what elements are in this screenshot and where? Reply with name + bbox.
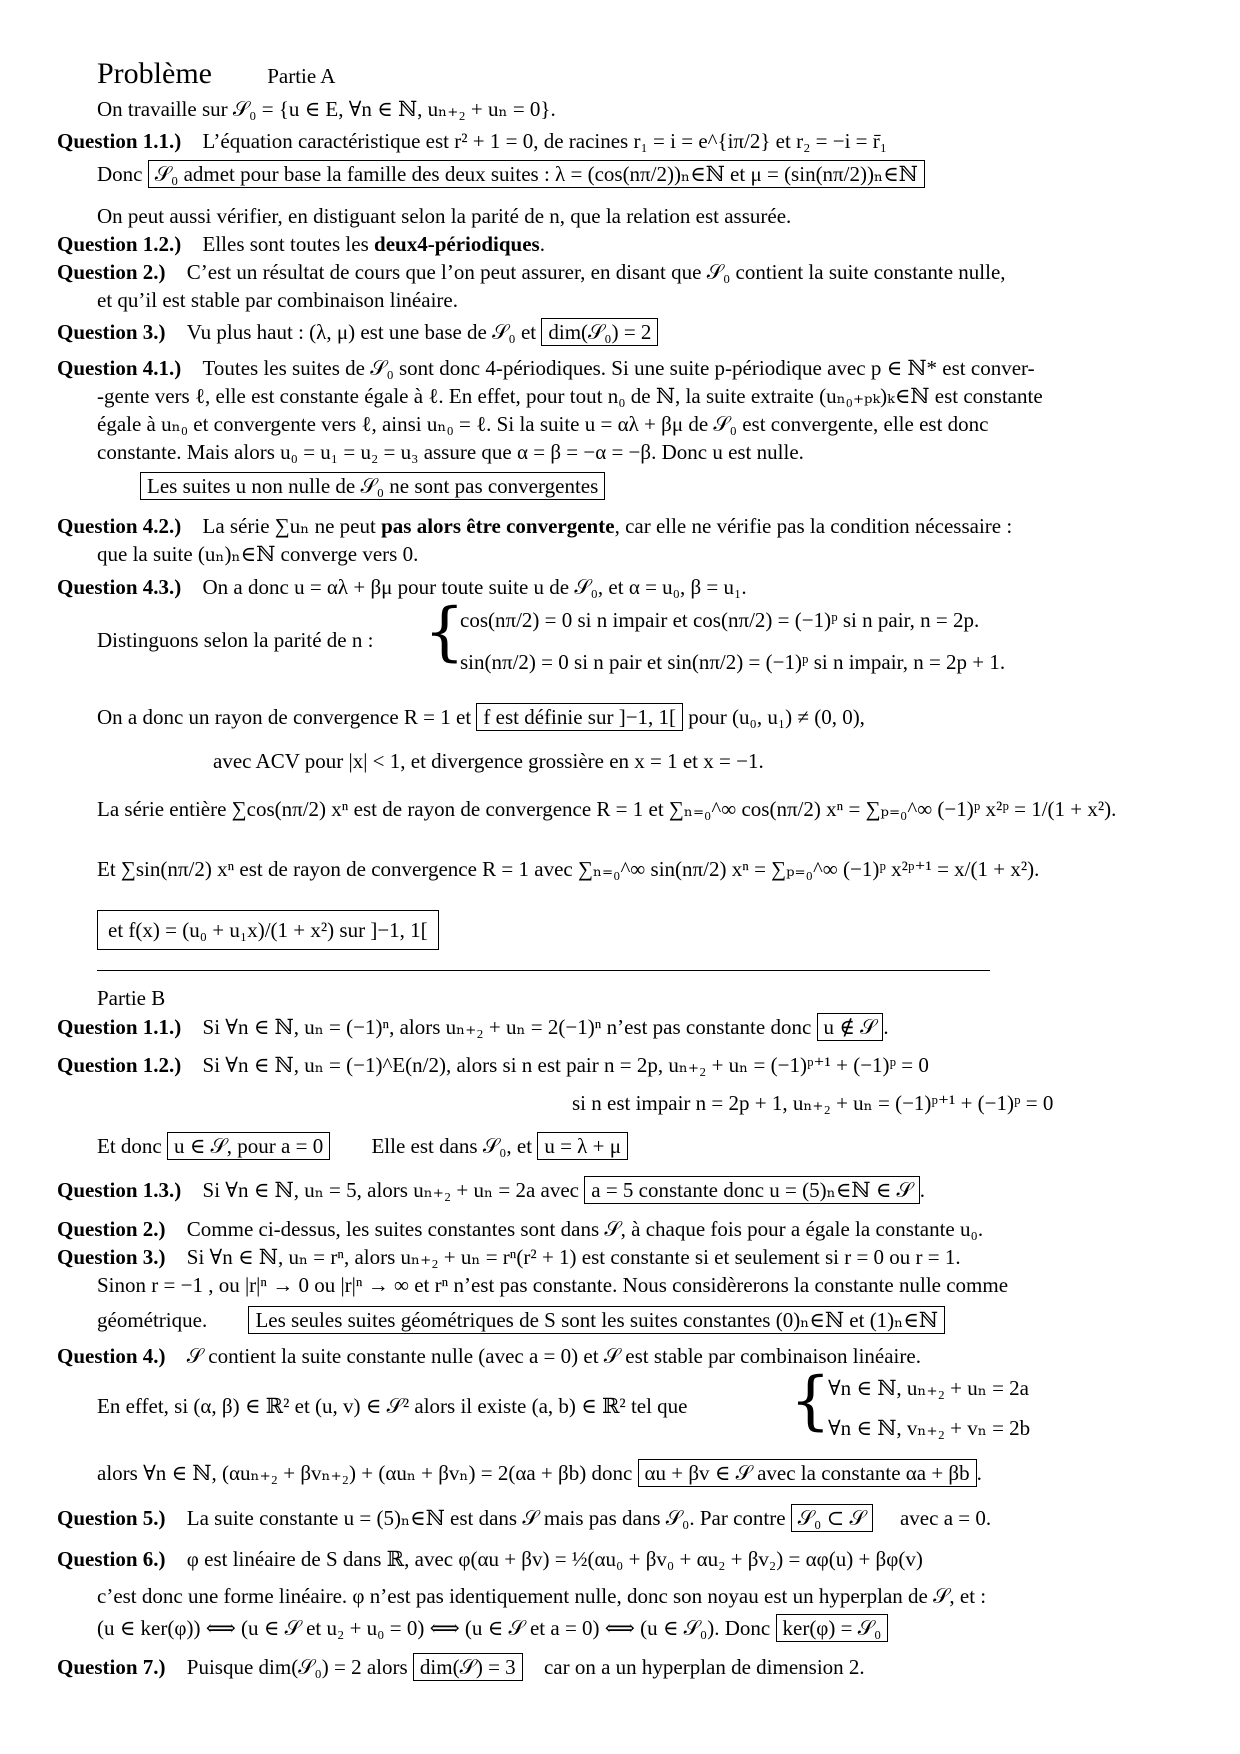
a-question-2 [57,258,1006,286]
question-label: Question 6.) [57,1547,166,1571]
alors-text: alors ∀n ∈ ℕ, (αuₙ₊₂ + βvₙ₊₂) + (αuₙ + βvₙ) = 2(αa + βb) donc [97,1461,633,1485]
a-question-1-1-conclusion [97,160,925,188]
question-text: Vu plus haut : (λ, μ) est une base de 𝒮₀ et [186,320,537,344]
a-question-4-3-acv: avec ACV pour |x| < 1, et divergence grossière en x = 1 et x = −1. [213,749,764,773]
donc-text: Et donc [97,1134,162,1158]
geometric-word: géométrique. [97,1308,208,1332]
left-brace: { [790,1364,831,1438]
question-text: Si ∀n ∈ ℕ, uₙ = rⁿ, alors uₙ₊₂ + uₙ = rⁿ(r² + 1) est constante si et seulement si r = 0 ou r = 1. [186,1245,961,1269]
b-question-7 [57,1653,865,1681]
b-question-3-line3 [97,1306,945,1334]
b-question-3 [57,1243,961,1271]
a-question-4-3 [57,573,747,601]
boxed-result: dim(𝒮) = 3 [413,1653,523,1681]
question-label: Question 1.2.) [57,232,182,256]
b-question-1-2 [57,1051,929,1079]
b-question-1-2-line2: si n est impair n = 2p + 1, uₙ₊₂ + uₙ = (−1)ᵖ⁺¹ + (−1)ᵖ = 0 [572,1091,1054,1115]
question-label: Question 7.) [57,1655,166,1679]
question-label: Question 3.) [57,1245,166,1269]
question-text: Elles sont toutes les [202,232,369,256]
b-question-3-line2: Sinon r = −1 , ou |r|ⁿ → 0 ou |r|ⁿ → ∞ et rⁿ n’est pas constante. Nous considèrerons la constante nulle comme [97,1273,1009,1297]
a-question-4-1-line3: égale à uₙ₀ et convergente vers ℓ, ainsi uₙ₀ = ℓ. Si la suite u = αλ + βμ de 𝒮₀ est convergente, elle est donc [97,412,989,436]
question-text: , car elle ne vérifie pas la condition nécessaire : [614,514,1013,538]
question-label: Question 4.) [57,1344,166,1368]
b-question-6 [57,1545,923,1573]
radius-text-end: pour (u₀, u₁) ≠ (0, 0), [688,705,865,729]
b-question-4-effet: En effet, si (α, β) ∈ ℝ² et (u, v) ∈ 𝒮² alors il existe (a, b) ∈ ℝ² tel que [97,1394,688,1418]
boxed-result: dim(𝒮₀) = 2 [541,318,658,346]
boxed-result: ker(φ) = 𝒮₀ [776,1614,889,1642]
boxed-result: 𝒮₀ admet pour base la famille des deux suites : λ = (cos(nπ/2))ₙ∈ℕ et μ = (sin(nπ/2))ₙ∈ℕ [148,160,925,188]
question-text: La série ∑uₙ ne peut [202,514,376,538]
donc-text: Donc [97,162,143,186]
question-label: Question 4.1.) [57,356,182,380]
b-question-6-line3 [97,1614,888,1642]
question-text-end: car on a un hyperplan de dimension 2. [543,1655,865,1679]
boxed-result: αu + βv ∈ 𝒮 avec la constante αa + βb [638,1459,977,1487]
question-text-end: avec a = 0. [899,1506,992,1530]
equivalence-chain: (u ∈ ker(φ)) ⟺ (u ∈ 𝒮 et u₂ + u₀ = 0) ⟺ (u ∈ 𝒮 et a = 0) ⟺ (u ∈ 𝒮₀). Donc [97,1616,771,1640]
bold-word: 4-périodiques [417,232,540,256]
boxed-result: 𝒮₀ ⊂ 𝒮 [791,1504,873,1532]
question-label: Question 2.) [57,1217,166,1241]
a-question-4-1-box [140,472,605,500]
radius-text: On a donc un rayon de convergence R = 1 et [97,705,472,729]
part-a-intro: On travaille sur 𝒮₀ = {u ∈ E, ∀n ∈ ℕ, uₙ₊₂ + uₙ = 0}. [97,97,556,121]
a-question-2-line2: et qu’il est stable par combinaison linéaire. [97,288,458,312]
system-line-2: ∀n ∈ ℕ, vₙ₊₂ + vₙ = 2b [828,1416,1031,1440]
problem-title: Problème [97,57,212,90]
question-text: L’équation caractéristique est r² + 1 = 0, de racines r₁ = i = e^{iπ/2} et r₂ = −i = r̄₁ [202,129,888,153]
cos-case: cos(nπ/2) = 0 si n impair et cos(nπ/2) = (−1)ᵖ si n pair, n = 2p. [460,608,980,632]
question-text: φ est linéaire de S dans ℝ, avec φ(αu + βv) = ½(αu₀ + βv₀ + αu₂ + βv₂) = αφ(u) + βφ(v) [186,1547,923,1571]
question-label: Question 4.3.) [57,575,182,599]
question-label: Question 1.1.) [57,1015,182,1039]
question-text: C’est un résultat de cours que l’on peut assurer, en disant que 𝒮₀ contient la suite constante nulle, [186,260,1006,284]
b-question-6-line2: c’est donc une forme linéaire. φ n’est pas identiquement nulle, donc son noyau est un hyperplan de 𝒮, et : [97,1584,987,1608]
a-question-1-1 [57,127,887,155]
question-label: Question 3.) [57,320,166,344]
a-question-4-2 [57,512,1012,540]
a-question-4-1 [57,354,1035,382]
a-question-4-3-cos-series: La série entière ∑cos(nπ/2) xⁿ est de rayon de convergence R = 1 et ∑ₙ₌₀^∞ cos(nπ/2) xⁿ = ∑ₚ₌₀^∞ (−1)ᵖ x²ᵖ = 1/(1 + x²). [97,797,1117,821]
bold-phrase: pas alors être convergente [381,514,615,538]
question-text: Comme ci-dessus, les suites constantes sont dans 𝒮, à chaque fois pour a égale la constante u₀. [186,1217,984,1241]
question-text: On a donc u = αλ + βμ pour toute suite u de 𝒮₀, et α = u₀, β = u₁. [202,575,747,599]
question-label: Question 2.) [57,260,166,284]
a-question-4-3-distinguish: Distinguons selon la parité de n : [97,628,374,652]
boxed-result: u ∉ 𝒮 [817,1013,884,1041]
b-question-1-2-conclusion [97,1132,628,1160]
a-question-3 [57,318,658,346]
system-line-1: ∀n ∈ ℕ, uₙ₊₂ + uₙ = 2a [828,1376,1029,1400]
b-question-1-1: Question 1.1.) Si ∀n ∈ ℕ, uₙ = (−1)ⁿ, alors uₙ₊₂ + uₙ = 2(−1)ⁿ n’est pas constante donc u ∉ 𝒮 . [57,1015,889,1039]
problem-heading [97,57,336,90]
question-text: Si ∀n ∈ ℕ, uₙ = (−1)ⁿ, alors uₙ₊₂ + uₙ = 2(−1)ⁿ n’est pas constante donc [202,1015,812,1039]
left-brace: { [424,595,465,669]
boxed-result: Les seules suites géométriques de S sont les suites constantes (0)ₙ∈ℕ et (1)ₙ∈ℕ [248,1306,945,1334]
question-label: Question 4.2.) [57,514,182,538]
boxed-result: Les suites u non nulle de 𝒮₀ ne sont pas convergentes [140,472,605,500]
a-question-4-3-box [97,910,439,950]
question-label: Question 1.1.) [57,129,182,153]
part-a-subtitle: Partie A [267,64,336,88]
question-text: Si ∀n ∈ ℕ, uₙ = (−1)^E(n/2), alors si n est pair n = 2p, uₙ₊₂ + uₙ = (−1)ᵖ⁺¹ + (−1)ᵖ = 0 [202,1053,929,1077]
question-text: 𝒮 contient la suite constante nulle (avec a = 0) et 𝒮 est stable par combinaison linéaire. [186,1344,921,1368]
a-question-4-3-radius [97,703,865,731]
a-question-1-2: Question 1.2.) Elles sont toutes les deux4-périodiques. [57,232,545,256]
boxed-result: u ∈ 𝒮, pour a = 0 [167,1132,330,1160]
b-question-4-conclusion: alors ∀n ∈ ℕ, (αuₙ₊₂ + βvₙ₊₂) + (αuₙ + βvₙ) = 2(αa + βb) donc αu + βv ∈ 𝒮 avec la constante αa + βb . [97,1461,982,1485]
b-question-2 [57,1215,983,1243]
sin-case: sin(nπ/2) = 0 si n pair et sin(nπ/2) = (−1)ᵖ si n impair, n = 2p + 1. [460,650,1006,674]
question-text: Toutes les suites de 𝒮₀ sont donc 4-périodiques. Si une suite p-périodique avec p ∈ ℕ* est conver- [202,356,1035,380]
middle-text: Elle est dans 𝒮₀, et [371,1134,533,1158]
section-divider [97,970,990,971]
question-label: Question 1.3.) [57,1178,182,1202]
boxed-result: f est définie sur ]−1, 1[ [476,703,683,731]
a-question-4-1-line2: -gente vers ℓ, elle est constante égale à ℓ. En effet, pour tout n₀ de ℕ, la suite extraite (uₙ₀₊ₚₖ)ₖ∈ℕ est constante [97,384,1043,408]
boxed-result: a = 5 constante donc u = (5)ₙ∈ℕ ∈ 𝒮 [584,1176,920,1204]
bold-word: deux [374,232,418,256]
question-label: Question 1.2.) [57,1053,182,1077]
question-text: Puisque dim(𝒮₀) = 2 alors [186,1655,408,1679]
boxed-result: et f(x) = (u₀ + u₁x)/(1 + x²) sur ]−1, 1[ [97,910,439,950]
question-text: Si ∀n ∈ ℕ, uₙ = 5, alors uₙ₊₂ + uₙ = 2a avec [202,1178,579,1202]
a-question-4-2-line2: que la suite (uₙ)ₙ∈ℕ converge vers 0. [97,542,419,566]
question-text: La suite constante u = (5)ₙ∈ℕ est dans 𝒮 mais pas dans 𝒮₀. Par contre [186,1506,786,1530]
b-question-1-3: Question 1.3.) Si ∀n ∈ ℕ, uₙ = 5, alors uₙ₊₂ + uₙ = 2a avec a = 5 constante donc u = (5)ₙ∈ℕ ∈ 𝒮 . [57,1178,925,1202]
part-b-subtitle: Partie B [97,986,166,1010]
question-label: Question 5.) [57,1506,166,1530]
b-question-5 [57,1504,991,1532]
boxed-result: u = λ + μ [537,1132,628,1160]
a-question-1-1-verification: On peut aussi vérifier, en distiguant selon la parité de n, que la relation est assurée. [97,204,792,228]
a-question-4-1-line4: constante. Mais alors u₀ = u₁ = u₂ = u₃ assure que α = β = −α = −β. Donc u est nulle. [97,440,804,464]
a-question-4-3-sin-series: Et ∑sin(nπ/2) xⁿ est de rayon de convergence R = 1 avec ∑ₙ₌₀^∞ sin(nπ/2) xⁿ = ∑ₚ₌₀^∞ (−1)ᵖ x²ᵖ⁺¹ = x/(1 + x²). [97,857,1040,881]
